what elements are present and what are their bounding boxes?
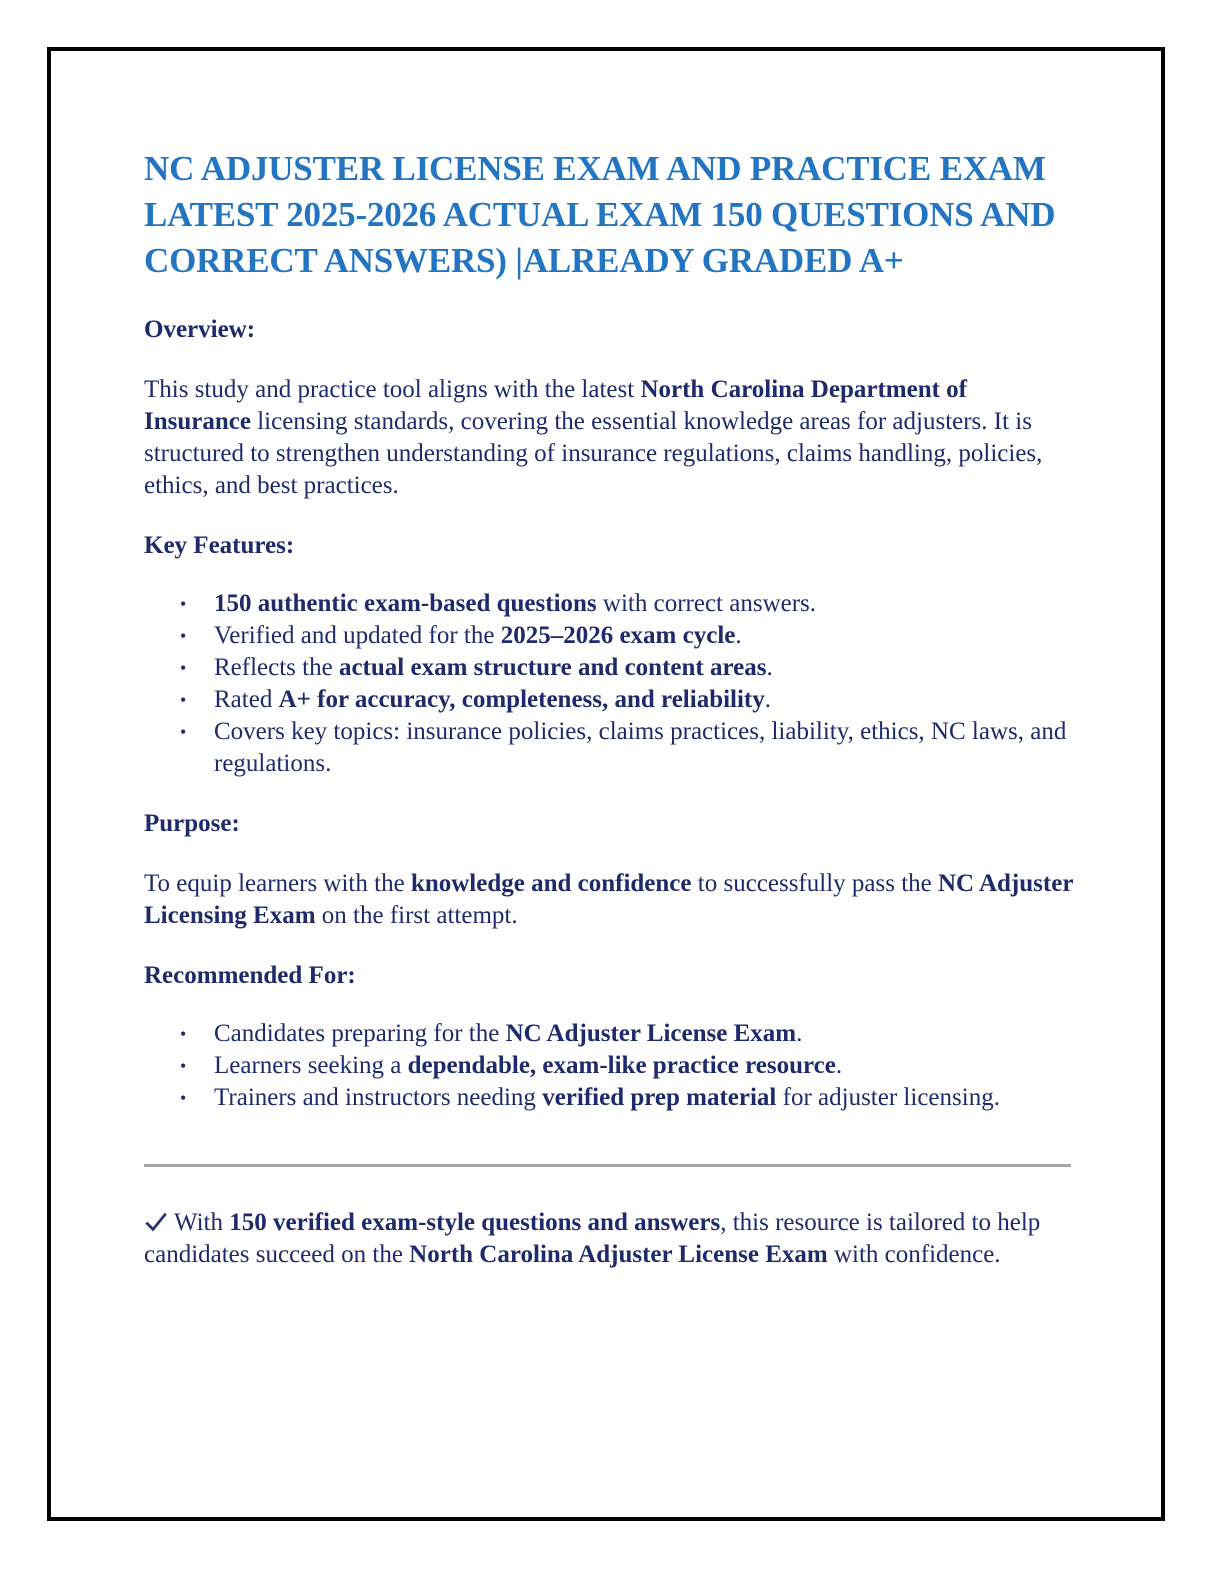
bullet-icon: • <box>180 722 187 742</box>
bullet-icon: • <box>180 1056 187 1076</box>
key-features-heading: Key Features: <box>144 532 295 559</box>
item-text: Verified and updated for the <box>214 622 501 649</box>
list-item <box>144 716 1074 780</box>
purpose-text-3: on the first attempt. <box>315 902 518 929</box>
closing-paragraph <box>144 1207 1074 1271</box>
purpose-text-2: to successfully pass the <box>691 870 938 897</box>
overview-heading: Overview: <box>144 316 256 343</box>
check-icon <box>144 1207 174 1239</box>
item-bold: A+ for accuracy, completeness, and reliability <box>278 686 765 713</box>
bullet-icon: • <box>180 1024 187 1044</box>
key-features-list <box>144 588 1074 780</box>
list-item <box>144 588 1074 620</box>
item-text: Trainers and instructors needing <box>214 1084 543 1111</box>
overview-paragraph <box>144 374 1074 502</box>
item-bold: 2025–2026 exam cycle <box>500 622 736 649</box>
list-item <box>144 652 1074 684</box>
item-bold: NC Adjuster License Exam <box>505 1020 797 1047</box>
closing-bold-1: 150 verified exam-style questions and answers <box>229 1209 721 1236</box>
closing-bold-2: North Carolina Adjuster License Exam <box>409 1241 828 1268</box>
list-item <box>144 1082 1074 1114</box>
document-title: NC ADJUSTER LICENSE EXAM AND PRACTICE EXAM LATEST 2025-2026 ACTUAL EXAM 150 QUESTIONS AND CORRECT ANSWERS) |ALREADY GRADED A+ <box>144 149 1056 280</box>
bullet-icon: • <box>180 594 187 614</box>
document-content <box>144 146 1074 1271</box>
item-text: Candidates preparing for the <box>214 1020 506 1047</box>
item-text-end: . <box>735 622 742 649</box>
bullet-icon: • <box>180 626 187 646</box>
overview-text-1: This study and practice tool aligns with the latest <box>144 376 641 403</box>
item-text-end: . <box>796 1020 803 1047</box>
item-bold: 150 authentic exam-based questions <box>214 590 597 617</box>
item-bold: actual exam structure and content areas <box>338 654 767 681</box>
item-text: Covers key topics: insurance policies, claims practices, liability, ethics, NC laws, and regulations. <box>214 718 1067 777</box>
recommended-list <box>144 1018 1074 1114</box>
bullet-icon: • <box>180 1088 187 1108</box>
item-text-end: . <box>766 654 773 681</box>
closing-text-3: with confidence. <box>827 1241 1001 1268</box>
purpose-heading: Purpose: <box>144 810 240 837</box>
list-item <box>144 620 1074 652</box>
purpose-bold-2: NC Adjuster Licensing Exam <box>144 870 1073 929</box>
overview-bold-1: North Carolina Department of Insurance <box>144 376 968 435</box>
item-text-end: for adjuster licensing. <box>776 1084 1000 1111</box>
item-bold: verified prep material <box>542 1084 777 1111</box>
bullet-icon: • <box>180 690 187 710</box>
recommended-heading: Recommended For: <box>144 962 356 989</box>
item-text: Learners seeking a <box>214 1052 408 1079</box>
purpose-paragraph <box>144 868 1074 932</box>
list-item <box>144 1050 1074 1082</box>
item-text: Rated <box>214 686 279 713</box>
item-bold: dependable, exam-like practice resource <box>407 1052 836 1079</box>
closing-text-1: With <box>174 1209 230 1236</box>
purpose-bold-1: knowledge and confidence <box>410 870 692 897</box>
overview-text-2: licensing standards, covering the essential knowledge areas for adjusters. It is structured to strengthen understanding of insurance regulations, claims handling, policies, ethics, and best practices. <box>144 408 1043 499</box>
item-text-end: . <box>835 1052 843 1079</box>
section-divider <box>144 1164 1071 1167</box>
closing-text-2: , this resource is tailored to help candidates succeed on the <box>144 1209 1041 1268</box>
purpose-text-1: To equip learners with the <box>144 870 411 897</box>
list-item <box>144 684 1074 716</box>
item-text-end: . <box>764 686 772 713</box>
item-text-end: with correct answers. <box>596 590 817 617</box>
bullet-icon: • <box>180 658 187 678</box>
item-text: Reflects the <box>214 654 339 681</box>
list-item <box>144 1018 1074 1050</box>
